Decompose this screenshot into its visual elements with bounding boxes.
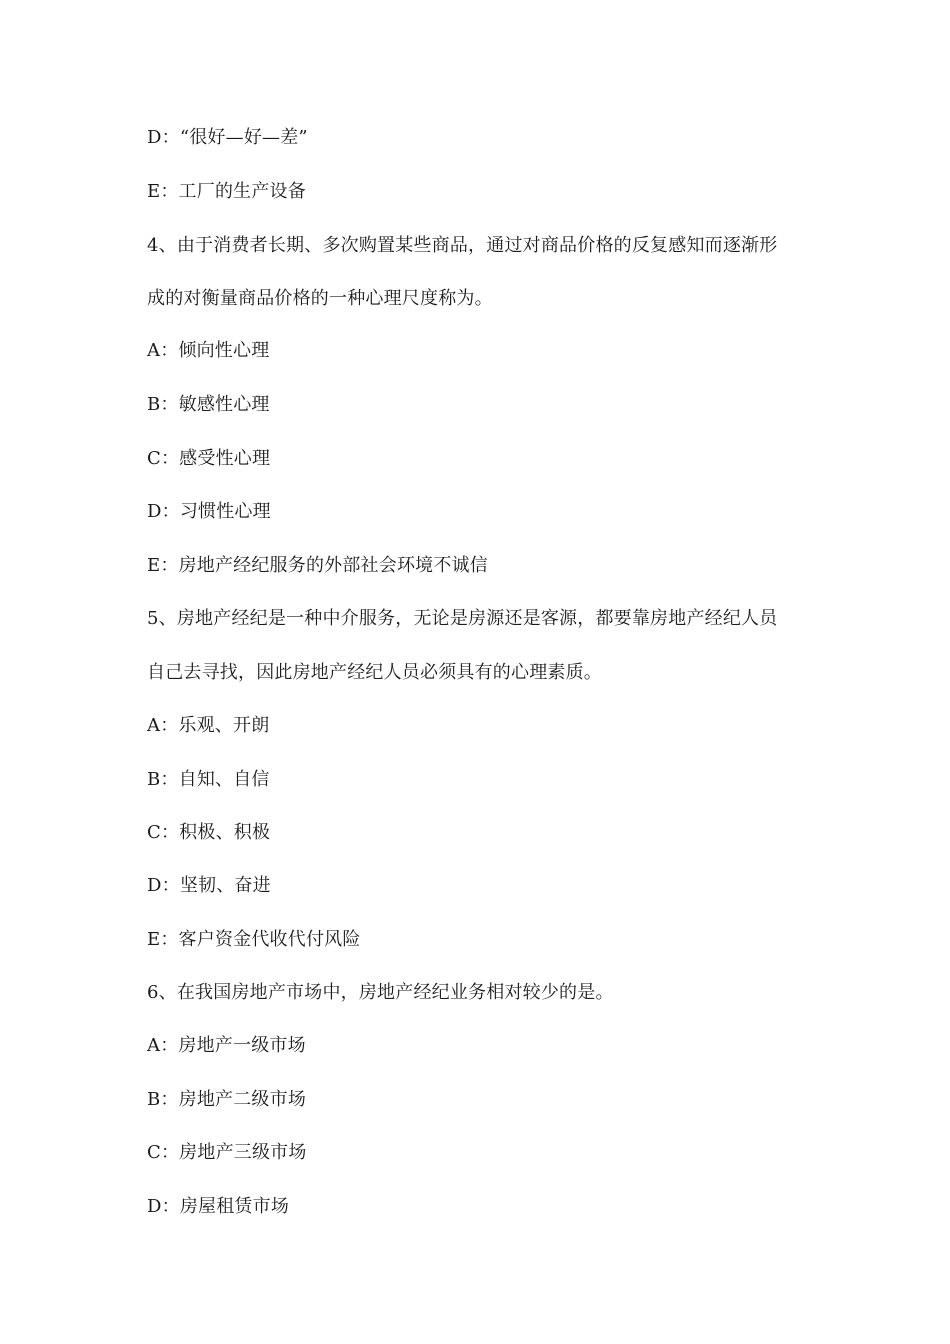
- q6-stem: 6、在我国房地产市场中，房地产经纪业务相对较少的是。: [147, 982, 614, 1003]
- q3-option-e: E：工厂的生产设备: [147, 181, 306, 202]
- q4-stem-line2: 成的对衡量商品价格的一种心理尺度称为。: [147, 288, 493, 309]
- q5-option-b: B：自知、自信: [147, 769, 270, 790]
- q4-option-d: D：习惯性心理: [147, 501, 271, 522]
- q5-option-c: C：积极、积极: [147, 822, 271, 843]
- q5-option-a: A：乐观、开朗: [147, 715, 270, 736]
- q4-option-b: B：敏感性心理: [147, 394, 270, 415]
- q3-option-d: D：“很好—好—差”: [147, 127, 308, 148]
- q6-option-a: A：房地产一级市场: [147, 1035, 306, 1056]
- q6-option-c: C：房地产三级市场: [147, 1142, 307, 1163]
- q4-stem-line1: 4、由于消费者长期、多次购置某些商品，通过对商品价格的反复感知而逐渐形: [147, 235, 778, 256]
- q5-option-d: D：坚韧、奋进: [147, 875, 271, 896]
- q4-option-e: E：房地产经纪服务的外部社会环境不诚信: [147, 555, 488, 576]
- q5-stem-line2: 自己去寻找，因此房地产经纪人员必须具有的心理素质。: [147, 662, 602, 683]
- q5-stem-line1: 5、房地产经纪是一种中介服务，无论是房源还是客源，都要靠房地产经纪人员: [147, 608, 778, 629]
- q6-option-b: B：房地产二级市场: [147, 1089, 307, 1110]
- q6-option-d: D：房屋租赁市场: [147, 1196, 290, 1217]
- q4-option-a: A：倾向性心理: [147, 340, 270, 361]
- q5-option-e: E：客户资金代收代付风险: [147, 929, 361, 950]
- q4-option-c: C：感受性心理: [147, 448, 271, 469]
